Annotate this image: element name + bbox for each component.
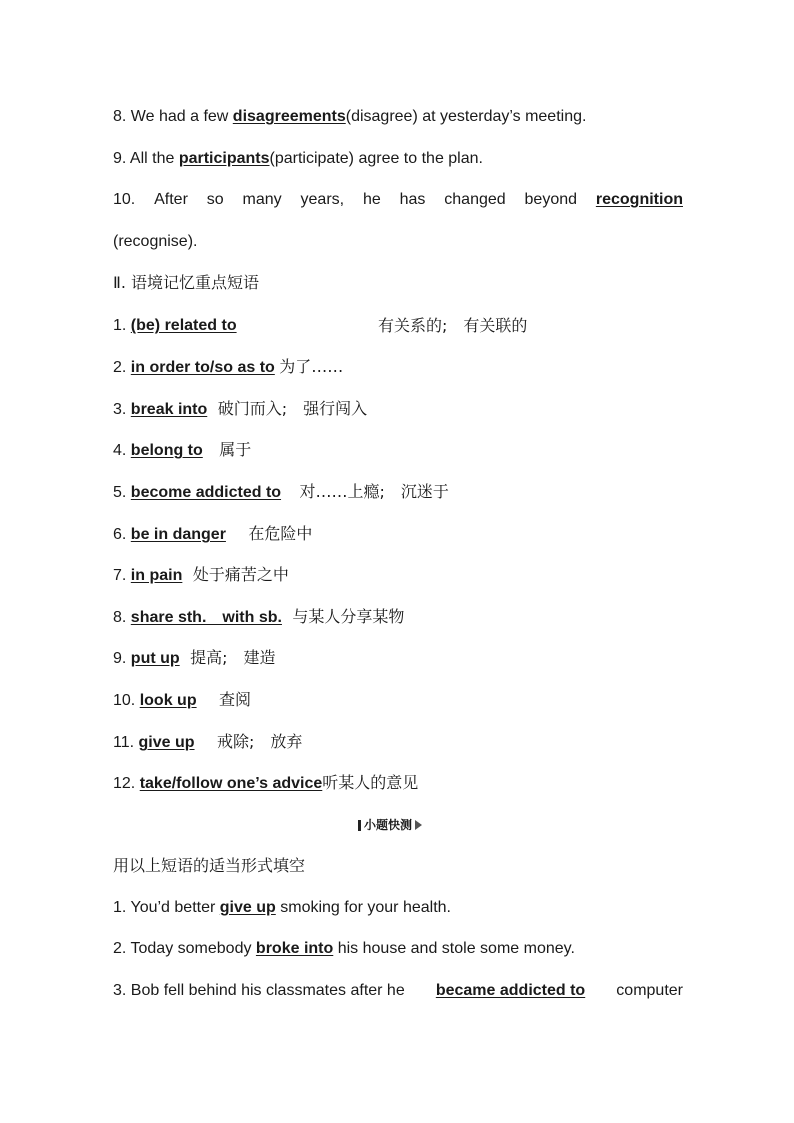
item-text: (disagree) at yesterday’s meeting. [345,108,587,125]
item-number: 5. [113,484,127,501]
quiz-item-2 [113,939,683,959]
bar-icon [358,820,361,831]
phrase: become addicted to [130,484,282,501]
item-number: 1. [113,317,127,334]
item-number: 10. [113,692,136,709]
phrase: break into [130,401,208,418]
item-number: 9. [113,150,127,167]
item-number: 2. [113,940,127,957]
quiz-item-1 [113,898,683,918]
item-word: years, [300,191,345,208]
meaning: 属于 [219,440,252,459]
meaning: 破门而入; 强行闯入 [217,399,368,418]
phrase: in pain [130,567,183,584]
answer: broke into [255,940,334,957]
item-text: (recognise). [113,233,198,250]
phrase-item-9 [113,648,683,669]
phrase: put up [130,650,180,667]
item-number: 9. [113,650,127,667]
item-number: 2. [113,359,127,376]
meaning: 为了…… [279,357,344,376]
meaning: 对……上瘾; 沉迷于 [299,482,449,501]
answer: participants [178,150,270,167]
phrase: look up [139,692,197,709]
item-number: 11. [113,734,135,751]
item-text: Bob fell behind his classmates after he [130,982,405,999]
meaning: 有关系的; 有关联的 [378,316,528,335]
quiz-item-3 [113,981,683,1001]
item-number: 1. [113,899,127,916]
item-word: he [362,191,381,208]
item-number: 8. [113,108,127,125]
answer: disagreements [232,108,346,125]
phrase-item-1 [113,316,683,336]
item-word: After [154,191,188,208]
meaning: 戒除; 放弃 [216,732,303,751]
phrase-item-5 [113,482,683,503]
item-number: 6. [113,526,127,543]
meaning: 在危险中 [248,524,313,543]
section-title: Ⅱ. 语境记忆重点短语 [113,273,260,292]
item-text: (participate) agree to the plan. [269,150,483,167]
phrase: give up [138,734,195,751]
item-word: beyond [524,191,578,208]
phrase-item-11 [113,732,683,753]
item-text: computer [616,982,683,999]
item-lead [113,981,405,1001]
phrase: share sth. with sb. [130,609,282,626]
phrase-item-4 [113,440,683,461]
answer: give up [219,899,276,916]
item-number: 3. [113,401,127,418]
item-number: 3. [113,982,127,999]
phrase-item-10 [113,690,683,711]
meaning: 查阅 [219,690,252,709]
phrase: be in danger [130,526,226,543]
phrase-item-7 [113,565,683,586]
exercise-item-9 [113,149,683,169]
phrase-item-6 [113,524,683,545]
triangle-right-icon [415,820,422,830]
item-number: 4. [113,442,127,459]
meaning: 提高; 建造 [190,648,276,667]
phrase-item-8 [113,607,683,628]
meaning: 处于痛苦之中 [192,565,289,584]
item-text: Today somebody [130,940,252,957]
phrase: (be) related to [130,317,237,334]
answer: recognition [595,191,683,208]
meaning: 与某人分享某物 [292,607,405,626]
item-text: You’d better [130,899,216,916]
quiz-badge [358,817,422,833]
answer: became addicted to [435,982,586,999]
exercise-item-8 [113,107,683,127]
phrase: in order to/so as to [130,359,275,376]
item-number: 10. [113,191,136,208]
phrase-item-3 [113,399,683,420]
exercise-item-10-cont [113,232,683,252]
meaning: 听某人的意见 [322,773,419,792]
item-number: 7. [113,567,127,584]
item-text: smoking for your health. [280,899,451,916]
phrase-item-12 [113,773,683,794]
item-number: 12. [113,775,136,792]
phrase: belong to [130,442,203,459]
item-word: so [206,191,224,208]
phrase-item-2 [113,357,683,378]
exercise-item-10 [113,190,683,210]
item-word: has [399,191,426,208]
phrase: take/follow one’s advice [139,775,323,792]
quiz-instruction: 用以上短语的适当形式填空 [113,856,306,875]
item-text: We had a few [130,108,229,125]
item-number: 8. [113,609,127,626]
item-word: changed [444,191,506,208]
item-text: All the [129,150,175,167]
quiz-badge-label: 小题快测 [364,818,413,832]
item-word: many [242,191,282,208]
item-text: his house and stole some money. [337,940,575,957]
